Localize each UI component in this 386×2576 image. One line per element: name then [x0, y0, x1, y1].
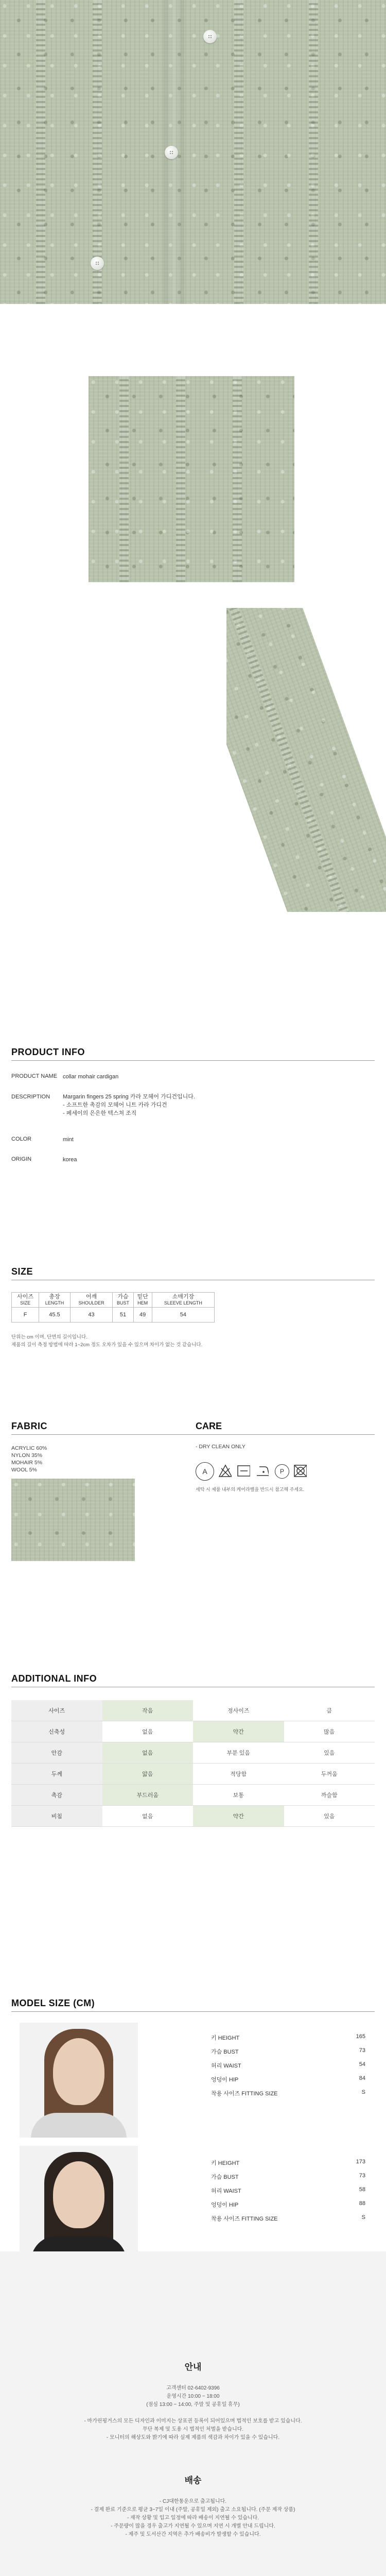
- attr-label: 신축성: [11, 1721, 102, 1742]
- fabric-item: NYLON 35%: [11, 1452, 43, 1459]
- button-icon: [165, 146, 178, 159]
- model-1-fitting: 착용 사이즈 FITTING SIZE S: [211, 2089, 365, 2097]
- fabric-item: WOOL 5%: [11, 1467, 37, 1473]
- description-line: - 소프트한 촉감의 모헤어 니트 카라 가디건: [63, 1102, 167, 1108]
- attr-option: 적당함: [193, 1764, 284, 1785]
- attr-option: 작음: [102, 1700, 194, 1721]
- size-title: SIZE: [11, 1266, 33, 1277]
- guide-line: 운영시간 10:00 ~ 18:00: [166, 2394, 220, 2399]
- attr-option: 까슬함: [284, 1785, 375, 1806]
- guide-line: - 마가린핑거스의 모든 디자인과 이미지는 상표권 등록이 되어있으며 법적인 보호를 받고 있습니다.: [84, 2418, 302, 2424]
- model-2-bust: 가슴 BUST 73: [211, 2173, 365, 2180]
- attr-option: 약간: [193, 1806, 284, 1827]
- attr-option: 없음: [102, 1806, 194, 1827]
- attr-option: 부드러움: [102, 1785, 194, 1806]
- delivery-line: - 재작 상황 및 입고 일정에 따라 배송이 지연될 수 있습니다.: [127, 2515, 259, 2521]
- care-note: 세탁 시 제품 내부의 케어라벨을 반드시 참고해 주세요.: [196, 1487, 305, 1492]
- fabric-title: FABRIC: [11, 1421, 47, 1431]
- attr-option: 두꺼움: [284, 1764, 375, 1785]
- model-2-height: 키 HEIGHT 173: [211, 2159, 365, 2166]
- iron-low-icon: [255, 1464, 269, 1478]
- care-title: CARE: [196, 1421, 222, 1431]
- size-table: [11, 1292, 215, 1323]
- description-value: [63, 1093, 195, 1117]
- table-row: [11, 1764, 375, 1785]
- delivery-title: 배송: [184, 2476, 202, 2485]
- table-row: [11, 1785, 375, 1806]
- delivery-line: - 제주 및 도서산간 지역은 추가 배송비가 발생할 수 있습니다.: [125, 2532, 261, 2537]
- product-name-value: collar mohair cardigan: [63, 1074, 119, 1080]
- guide-line: - 모니터의 해상도와 밝기에 따라 실제 제품의 색감과 차이가 있을 수 있습니다.: [106, 2435, 280, 2441]
- model-face: [53, 2038, 104, 2105]
- product-info-title: PRODUCT INFO: [11, 1047, 85, 1057]
- model-1-height: 키 HEIGHT 165: [211, 2033, 365, 2041]
- fabric-item: MOHAIR 5%: [11, 1460, 43, 1466]
- attr-label: 사이즈: [11, 1700, 102, 1721]
- fabric-item: ACRYLIC 60%: [11, 1445, 47, 1451]
- attr-option: 있음: [284, 1806, 375, 1827]
- cable-pattern: [176, 376, 185, 582]
- model-1-waist: 허리 WAIST 54: [211, 2061, 365, 2069]
- attr-option: 있음: [284, 1742, 375, 1764]
- size-cell: 45.5: [39, 1308, 71, 1323]
- size-header: 총장 LENGTH: [39, 1293, 71, 1308]
- size-header: 가슴 BUST: [113, 1293, 133, 1308]
- model-photo-1: [20, 2023, 138, 2138]
- model-size-title: MODEL SIZE (CM): [11, 1998, 95, 2008]
- size-cell: 51: [113, 1308, 133, 1323]
- delivery-line: - 주문량이 많을 경우 출고가 지연될 수 있으며 지연 시 개별 안내 드립니다.: [111, 2523, 275, 2529]
- guide-line: 무단 복제 및 도용 시 법적인 처벌을 받습니다.: [142, 2427, 244, 2432]
- product-photo-sleeve: [226, 608, 386, 912]
- size-header: 사이즈 SIZE: [12, 1293, 39, 1308]
- guide-line: 고객센터 02-6402-9396: [166, 2385, 220, 2391]
- attr-option: 정사이즈: [193, 1700, 284, 1721]
- size-cell: 43: [70, 1308, 112, 1323]
- fabric-list: [11, 1445, 47, 1473]
- description-label: DESCRIPTION: [11, 1094, 50, 1100]
- guide-title: 안내: [184, 2362, 202, 2372]
- size-cell: 49: [133, 1308, 152, 1323]
- cable-pattern: [234, 0, 243, 304]
- description-line: - 페세이의 은은한 텍스쳐 조직: [63, 1110, 137, 1116]
- model-2-fitting: 착용 사이즈 FITTING SIZE S: [211, 2214, 365, 2222]
- attr-label: 비침: [11, 1806, 102, 1827]
- dry-flat-icon: [237, 1464, 250, 1478]
- guide-line: (점심 13:00 ~ 14:00, 주말 및 공휴일 휴무): [146, 2402, 240, 2408]
- origin-value: korea: [63, 1157, 77, 1163]
- product-name-label: PRODUCT NAME: [11, 1073, 58, 1079]
- size-header: 소매기장 SLEEVE LENGTH: [152, 1293, 214, 1308]
- attr-option: 큼: [284, 1700, 375, 1721]
- button-icon: [203, 30, 217, 43]
- model-1-bust: 가슴 BUST 73: [211, 2047, 365, 2055]
- cable-pattern: [309, 0, 318, 304]
- attr-label: 두께: [11, 1764, 102, 1785]
- attr-option: 없음: [102, 1742, 194, 1764]
- care-text: - DRY CLEAN ONLY: [196, 1444, 245, 1450]
- model-shirt: [31, 2113, 127, 2138]
- size-cell: 54: [152, 1308, 214, 1323]
- attr-option: 보통: [193, 1785, 284, 1806]
- model-1-hip: 엉덩이 HIP 84: [211, 2075, 365, 2083]
- cable-pattern: [119, 376, 129, 582]
- origin-label: ORIGIN: [11, 1156, 32, 1162]
- model-face: [53, 2161, 104, 2228]
- divider: [11, 1434, 375, 1435]
- delivery-line: - 결제 완료 기준으로 평균 3~7일 이내 (주말, 공휴일 제외) 출고 소요됩니다. (주문 제작 상품): [91, 2507, 295, 2513]
- cable-pattern: [233, 376, 242, 582]
- attr-option: 약간: [193, 1721, 284, 1742]
- cable-pattern: [36, 0, 45, 304]
- model-2-hip: 엉덩이 HIP 88: [211, 2200, 365, 2208]
- divider: [11, 1060, 375, 1061]
- table-row: [11, 1721, 375, 1742]
- additional-info-title: ADDITIONAL INFO: [11, 1673, 97, 1684]
- attr-option: 많음: [284, 1721, 375, 1742]
- attr-option: 얇음: [102, 1764, 194, 1785]
- table-row: [11, 1742, 375, 1764]
- attr-label: 촉감: [11, 1785, 102, 1806]
- no-bleach-icon: [218, 1464, 232, 1478]
- attr-option: 부분 있음: [193, 1742, 284, 1764]
- size-header: 밑단 HEM: [133, 1293, 152, 1308]
- model-photo-2: [20, 2146, 138, 2261]
- model-2-waist: 허리 WAIST 58: [211, 2187, 365, 2194]
- size-cell: F: [12, 1308, 39, 1323]
- table-row: [11, 1700, 375, 1721]
- delivery-line: - CJ대한통운으로 출고됩니다.: [159, 2499, 227, 2504]
- product-photo-buttons: [0, 0, 386, 304]
- no-tumble-icon: [293, 1464, 307, 1478]
- sleeve-shape: [226, 608, 386, 912]
- additional-info-table: [11, 1700, 375, 1827]
- color-label: COLOR: [11, 1136, 32, 1142]
- size-note: 단위는 cm 이며, 단면의 길이입니다. 제품의 길이 측정 방법에 따라 1~2cm 정도 오차가 있을 수 있으며 차이가 없는 것 같습니다.: [11, 1334, 203, 1348]
- dry-clean-icon: P: [275, 1464, 289, 1479]
- table-row: [11, 1806, 375, 1827]
- size-header: 어깨 SHOULDER: [70, 1293, 112, 1308]
- cable-pattern: [226, 608, 358, 912]
- attr-label: 안감: [11, 1742, 102, 1764]
- button-icon: [91, 257, 104, 270]
- product-photo-texture: [89, 376, 294, 582]
- color-value: mint: [63, 1137, 74, 1143]
- wash-30-icon: A: [196, 1462, 214, 1481]
- fabric-swatch: [11, 1479, 135, 1561]
- divider: [11, 2011, 375, 2012]
- description-line: Margarin fingers 25 spring 카라 모헤어 가디건입니다.: [63, 1094, 195, 1100]
- attr-option: 없음: [102, 1721, 194, 1742]
